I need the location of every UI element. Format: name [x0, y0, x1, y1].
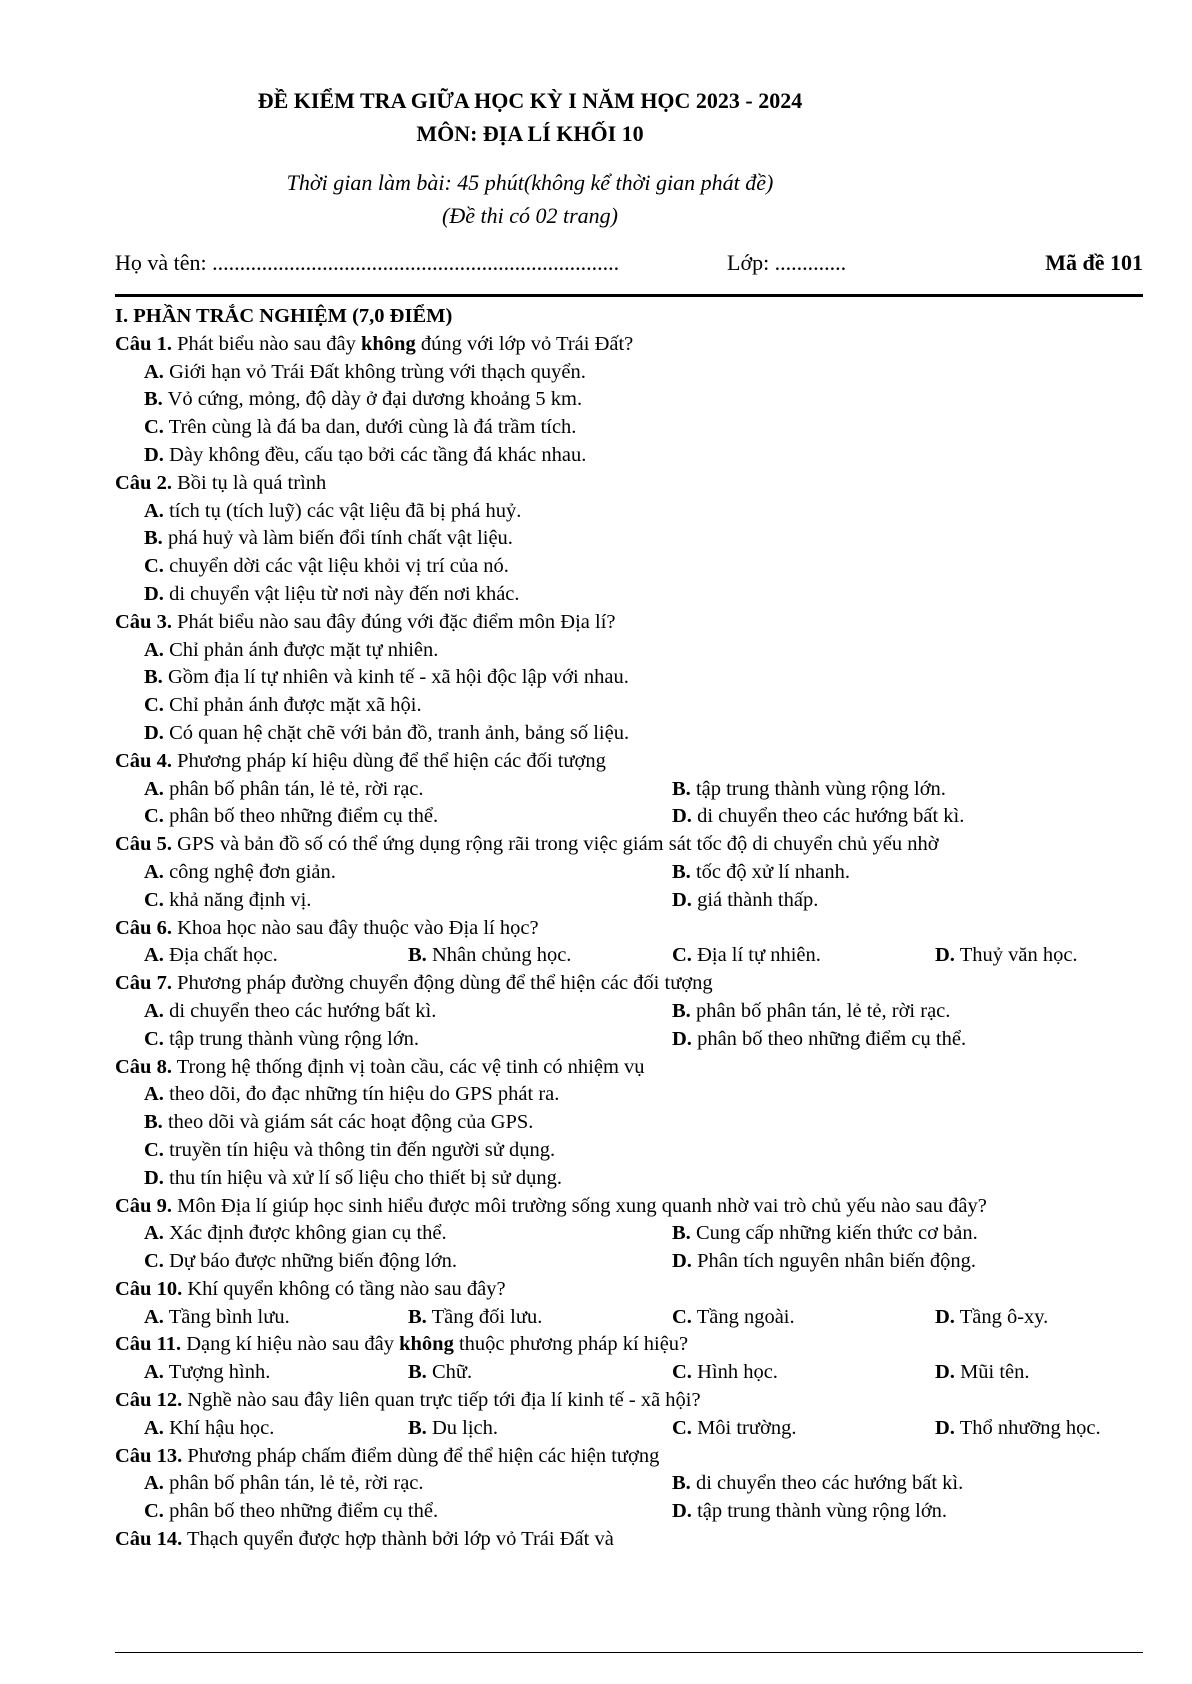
stem-text: thuộc phương pháp kí hiệu? [453, 1333, 689, 1356]
option-a [115, 637, 1145, 665]
option-b [408, 1304, 542, 1332]
option-key: C. [144, 1250, 164, 1273]
option-key: C. [144, 888, 164, 911]
option-c [672, 1359, 778, 1387]
question-label: Câu 2. [115, 471, 172, 494]
option-text: Khí hậu học. [163, 1416, 275, 1439]
option-text: Mũi tên. [954, 1361, 1030, 1384]
option-key: A. [144, 1416, 164, 1439]
option-d [935, 942, 1078, 970]
question-stem [115, 831, 1145, 859]
option-key: A. [144, 1305, 164, 1328]
option-text: truyền tín hiệu và thông tin đến người sử dụng. [163, 1138, 556, 1161]
option-text: tốc độ xử lí nhanh. [690, 860, 850, 883]
option-b [115, 1109, 1145, 1137]
options [115, 637, 1145, 748]
stem-text: đúng với lớp vỏ Trái Đất? [415, 332, 634, 355]
option-text: Tầng đối lưu. [426, 1305, 543, 1328]
option-key: C. [144, 1138, 164, 1161]
option-d [935, 1359, 1030, 1387]
option-text: Gồm địa lí tự nhiên và kinh tế - xã hội độc lập với nhau. [162, 666, 629, 689]
option-text: Trên cùng là đá ba dan, dưới cùng là đá trầm tích. [163, 416, 577, 439]
option-key: B. [672, 777, 691, 800]
option-c [115, 692, 1145, 720]
stem-text: Phát biểu nào sau đây đúng với đặc điểm môn Địa lí? [171, 610, 616, 633]
option-text: Du lịch. [426, 1416, 498, 1439]
option-key: B. [408, 1305, 427, 1328]
option-text: Tượng hình. [163, 1361, 271, 1384]
option-text: Dày không đều, cấu tạo bởi các tầng đá khác nhau. [163, 443, 587, 466]
option-text: giá thành thấp. [691, 888, 819, 911]
question [115, 1054, 1145, 1193]
question-stem [115, 609, 1145, 637]
option-key: B. [408, 944, 427, 967]
option-key: C. [144, 555, 164, 578]
option-text: công nghệ đơn giản. [163, 860, 336, 883]
question-label: Câu 1. [115, 332, 172, 355]
option-text: Cung cấp những kiến thức cơ bản. [690, 1222, 978, 1245]
class-field: Lớp: ............. [727, 250, 847, 275]
question-stem [115, 1193, 1145, 1221]
option-key: A. [144, 777, 164, 800]
option-c [672, 1304, 795, 1332]
options-row [115, 1415, 1145, 1443]
pages-note: (Đề thi có 02 trang) [442, 203, 618, 228]
stem-text: Phương pháp kí hiệu dùng để thể hiện các đối tượng [171, 749, 606, 772]
option-c [144, 1248, 457, 1276]
option-text: di chuyển theo các hướng bất kì. [163, 999, 437, 1022]
option-text: di chuyển theo các hướng bất kì. [690, 1472, 964, 1495]
option-text: Chỉ phản ánh được mặt xã hội. [163, 694, 422, 717]
option-text: khả năng định vị. [163, 888, 312, 911]
option-text: Có quan hệ chặt chẽ với bản đồ, tranh ảnh, bảng số liệu. [163, 721, 630, 744]
option-key: C. [144, 1500, 164, 1523]
question [115, 1443, 1145, 1526]
options-row [115, 1304, 1145, 1332]
option-d [672, 1498, 947, 1526]
option-d [672, 1248, 976, 1276]
option-a [115, 1081, 1145, 1109]
options-row [115, 942, 1145, 970]
option-key: D. [935, 1361, 955, 1384]
option-b [672, 1220, 978, 1248]
option-key: B. [408, 1361, 427, 1384]
option-text: phân bố phân tán, lẻ tẻ, rời rạc. [163, 777, 424, 800]
question-stem [115, 1276, 1145, 1304]
options-row [115, 998, 1145, 1026]
option-text: di chuyển theo các hướng bất kì. [691, 805, 965, 828]
option-text: Vỏ cứng, mỏng, độ dày ở đại dương khoảng 5 km. [162, 388, 583, 411]
question [115, 331, 1145, 470]
option-key: C. [672, 944, 692, 967]
option-text: phân bố phân tán, lẻ tẻ, rời rạc. [163, 1472, 424, 1495]
section-heading: I. PHẦN TRẮC NGHIỆM (7,0 ĐIỂM) [115, 305, 453, 327]
options-row [115, 803, 1145, 831]
option-text: phân bố theo những điểm cụ thể. [691, 1027, 967, 1050]
option-b [408, 1415, 498, 1443]
option-key: D. [935, 1305, 955, 1328]
question-label: Câu 10. [115, 1277, 183, 1300]
option-key: B. [144, 666, 163, 689]
question-label: Câu 4. [115, 749, 172, 772]
option-key: C. [144, 416, 164, 439]
option-key: A. [144, 1361, 164, 1384]
option-key: D. [144, 721, 164, 744]
option-text: Nhân chủng học. [426, 944, 572, 967]
option-d [672, 887, 818, 915]
option-key: C. [672, 1416, 692, 1439]
option-key: A. [144, 944, 164, 967]
option-a [144, 998, 436, 1026]
option-text: di chuyển vật liệu từ nơi này đến nơi khác. [163, 582, 520, 605]
question-stem [115, 1387, 1145, 1415]
question-label: Câu 12. [115, 1389, 183, 1412]
exam-code: Mã đề 101 [1045, 250, 1143, 275]
option-c [144, 803, 438, 831]
option-key: B. [672, 860, 691, 883]
option-d [115, 1165, 1145, 1193]
question-label: Câu 3. [115, 610, 172, 633]
option-d [672, 1026, 966, 1054]
option-text: theo dõi, đo đạc những tín hiệu do GPS phát ra. [163, 1083, 560, 1106]
option-c [144, 1498, 438, 1526]
option-a [144, 859, 336, 887]
question [115, 1331, 1145, 1387]
option-c [144, 1026, 419, 1054]
time-note: Thời gian làm bài: 45 phút(không kể thời gian phát đề) [286, 170, 774, 195]
option-text: Chữ. [426, 1361, 473, 1384]
options-row [115, 776, 1145, 804]
option-d [672, 803, 964, 831]
option-text: Xác định được không gian cụ thể. [163, 1222, 447, 1245]
stem-text: Khoa học nào sau đây thuộc vào Địa lí học? [171, 916, 539, 939]
stem-emphasis: không [399, 1333, 454, 1356]
option-text: Hình học. [691, 1361, 778, 1384]
option-b [672, 859, 850, 887]
question-label: Câu 6. [115, 916, 172, 939]
question-label: Câu 14. [115, 1528, 183, 1551]
option-key: B. [144, 388, 163, 411]
question [115, 748, 1145, 831]
option-key: C. [144, 1027, 164, 1050]
question [115, 609, 1145, 748]
option-text: Tầng ngoài. [691, 1305, 795, 1328]
option-text: phân bố theo những điểm cụ thể. [163, 1500, 439, 1523]
option-c [115, 1137, 1145, 1165]
exam-title: ĐỀ KIỂM TRA GIỮA HỌC KỲ I NĂM HỌC 2023 - 2024 [257, 88, 803, 113]
question-label: Câu 13. [115, 1444, 183, 1467]
options-row [115, 1359, 1145, 1387]
option-a [144, 1470, 424, 1498]
option-d [935, 1304, 1048, 1332]
option-text: thu tín hiệu và xử lí số liệu cho thiết bị sử dụng. [163, 1166, 562, 1189]
stem-text: GPS và bản đồ số có thể ứng dụng rộng rãi trong việc giám sát tốc độ di chuyển chủ yếu nhờ [171, 833, 939, 856]
options-row [115, 859, 1145, 887]
option-key: B. [672, 1472, 691, 1495]
option-c [144, 887, 311, 915]
option-key: A. [144, 1472, 164, 1495]
option-c [115, 553, 1145, 581]
question-stem [115, 915, 1145, 943]
option-text: Môi trường. [691, 1416, 797, 1439]
options [115, 359, 1145, 470]
option-b [672, 776, 946, 804]
option-text: Giới hạn vỏ Trái Đất không trùng với thạch quyển. [163, 360, 586, 383]
question-stem [115, 331, 1145, 359]
option-text: phân bố theo những điểm cụ thể. [163, 805, 439, 828]
options-row [115, 1470, 1145, 1498]
option-key: B. [672, 999, 691, 1022]
question [115, 831, 1145, 914]
option-text: phân bố phân tán, lẻ tẻ, rời rạc. [690, 999, 951, 1022]
option-c [115, 414, 1145, 442]
options-row [115, 887, 1145, 915]
question-label: Câu 9. [115, 1194, 172, 1217]
option-text: Địa lí tự nhiên. [691, 944, 821, 967]
option-b [115, 525, 1145, 553]
option-key: A. [144, 499, 164, 522]
question-list [115, 303, 1145, 1554]
question-label: Câu 8. [115, 1055, 172, 1078]
stem-text: Dạng kí hiệu nào sau đây [181, 1333, 400, 1356]
option-key: B. [144, 527, 163, 550]
option-c [672, 1415, 796, 1443]
option-d [115, 720, 1145, 748]
question [115, 970, 1145, 1053]
question [115, 470, 1145, 609]
option-key: D. [672, 1500, 692, 1523]
option-b [408, 1359, 472, 1387]
name-field: Họ và tên: .......................................................................... [115, 250, 620, 275]
option-key: D. [672, 805, 692, 828]
option-key: B. [408, 1416, 427, 1439]
option-text: theo dõi và giám sát các hoạt động của GPS. [162, 1111, 534, 1134]
option-text: Tầng bình lưu. [163, 1305, 290, 1328]
stem-text: Phương pháp đường chuyển động dùng để thể hiện các đối tượng [171, 972, 713, 995]
option-text: chuyển dời các vật liệu khỏi vị trí của nó. [163, 555, 509, 578]
option-a [144, 1359, 270, 1387]
option-key: D. [144, 443, 164, 466]
options-row [115, 1248, 1145, 1276]
option-text: Thuỷ văn học. [954, 944, 1078, 967]
option-a [115, 359, 1145, 387]
option-text: tập trung thành vùng rộng lớn. [690, 777, 946, 800]
option-key: A. [144, 1222, 164, 1245]
option-text: Tầng ô-xy. [954, 1305, 1049, 1328]
option-b [408, 942, 571, 970]
stem-text: Phương pháp chấm điểm dùng để thể hiện các hiện tượng [182, 1444, 660, 1467]
option-a [144, 1220, 447, 1248]
stem-text: Trong hệ thống định vị toàn cầu, các vệ tinh có nhiệm vụ [171, 1055, 645, 1078]
option-key: C. [672, 1361, 692, 1384]
question-stem [115, 1526, 1145, 1554]
stem-text: Khí quyển không có tầng nào sau đây? [182, 1277, 506, 1300]
option-d [115, 442, 1145, 470]
stem-text: Bồi tụ là quá trình [171, 471, 327, 494]
option-a [144, 942, 278, 970]
option-text: tập trung thành vùng rộng lớn. [163, 1027, 420, 1050]
option-key: A. [144, 999, 164, 1022]
option-text: Thổ nhưỡng học. [954, 1416, 1101, 1439]
question [115, 1526, 1145, 1554]
option-b [672, 1470, 963, 1498]
option-text: tích tụ (tích luỹ) các vật liệu đã bị phá huỷ. [163, 499, 522, 522]
option-key: A. [144, 638, 164, 661]
option-key: D. [672, 1250, 692, 1273]
option-key: D. [935, 1416, 955, 1439]
question-label: Câu 11. [115, 1333, 182, 1356]
header-divider [115, 294, 1143, 297]
question-label: Câu 7. [115, 972, 172, 995]
stem-text: Môn Địa lí giúp học sinh hiểu được môi trường sống xung quanh nhờ vai trò chủ yếu nào sau đây? [171, 1194, 987, 1217]
question-stem [115, 1054, 1145, 1082]
option-key: C. [144, 694, 164, 717]
option-text: Địa chất học. [163, 944, 278, 967]
subject-title: MÔN: ĐỊA LÍ KHỐI 10 [416, 121, 644, 146]
stem-emphasis: không [360, 332, 416, 355]
option-key: D. [144, 1166, 164, 1189]
question-label: Câu 5. [115, 833, 172, 856]
question [115, 1193, 1145, 1276]
option-a [144, 1304, 290, 1332]
option-key: C. [672, 1305, 692, 1328]
student-info-row [115, 250, 1143, 280]
question-stem [115, 748, 1145, 776]
option-key: C. [144, 805, 164, 828]
question-stem [115, 470, 1145, 498]
option-text: Chỉ phản ánh được mặt tự nhiên. [163, 638, 439, 661]
options [115, 498, 1145, 609]
option-b [672, 998, 950, 1026]
option-a [115, 498, 1145, 526]
question-stem [115, 1331, 1145, 1359]
option-key: A. [144, 1083, 164, 1106]
option-c [672, 942, 821, 970]
option-key: D. [144, 582, 164, 605]
option-key: D. [935, 944, 955, 967]
stem-text: Phát biểu nào sau đây [171, 332, 361, 355]
option-key: D. [672, 888, 692, 911]
option-key: A. [144, 360, 164, 383]
option-a [144, 776, 424, 804]
option-text: phá huỷ và làm biến đổi tính chất vật liệu. [162, 527, 513, 550]
options [115, 1081, 1145, 1192]
option-b [115, 664, 1145, 692]
options-row [115, 1026, 1145, 1054]
option-d [115, 581, 1145, 609]
options-row [115, 1498, 1145, 1526]
option-a [144, 1415, 274, 1443]
question [115, 1276, 1145, 1332]
option-key: B. [672, 1222, 691, 1245]
footer-divider [115, 1652, 1143, 1653]
question [115, 915, 1145, 971]
option-b [115, 386, 1145, 414]
option-text: Dự báo được những biến động lớn. [163, 1250, 457, 1273]
option-text: tập trung thành vùng rộng lớn. [691, 1500, 948, 1523]
option-key: B. [144, 1111, 163, 1134]
question-stem [115, 970, 1145, 998]
question-stem [115, 1443, 1145, 1471]
question [115, 1387, 1145, 1443]
stem-text: Thạch quyển được hợp thành bởi lớp vỏ Trái Đất và [182, 1528, 614, 1551]
option-d [935, 1415, 1101, 1443]
option-key: D. [672, 1027, 692, 1050]
stem-text: Nghề nào sau đây liên quan trực tiếp tới địa lí kinh tế - xã hội? [182, 1389, 701, 1412]
options-row [115, 1220, 1145, 1248]
option-key: A. [144, 860, 164, 883]
option-text: Phân tích nguyên nhân biến động. [691, 1250, 977, 1273]
